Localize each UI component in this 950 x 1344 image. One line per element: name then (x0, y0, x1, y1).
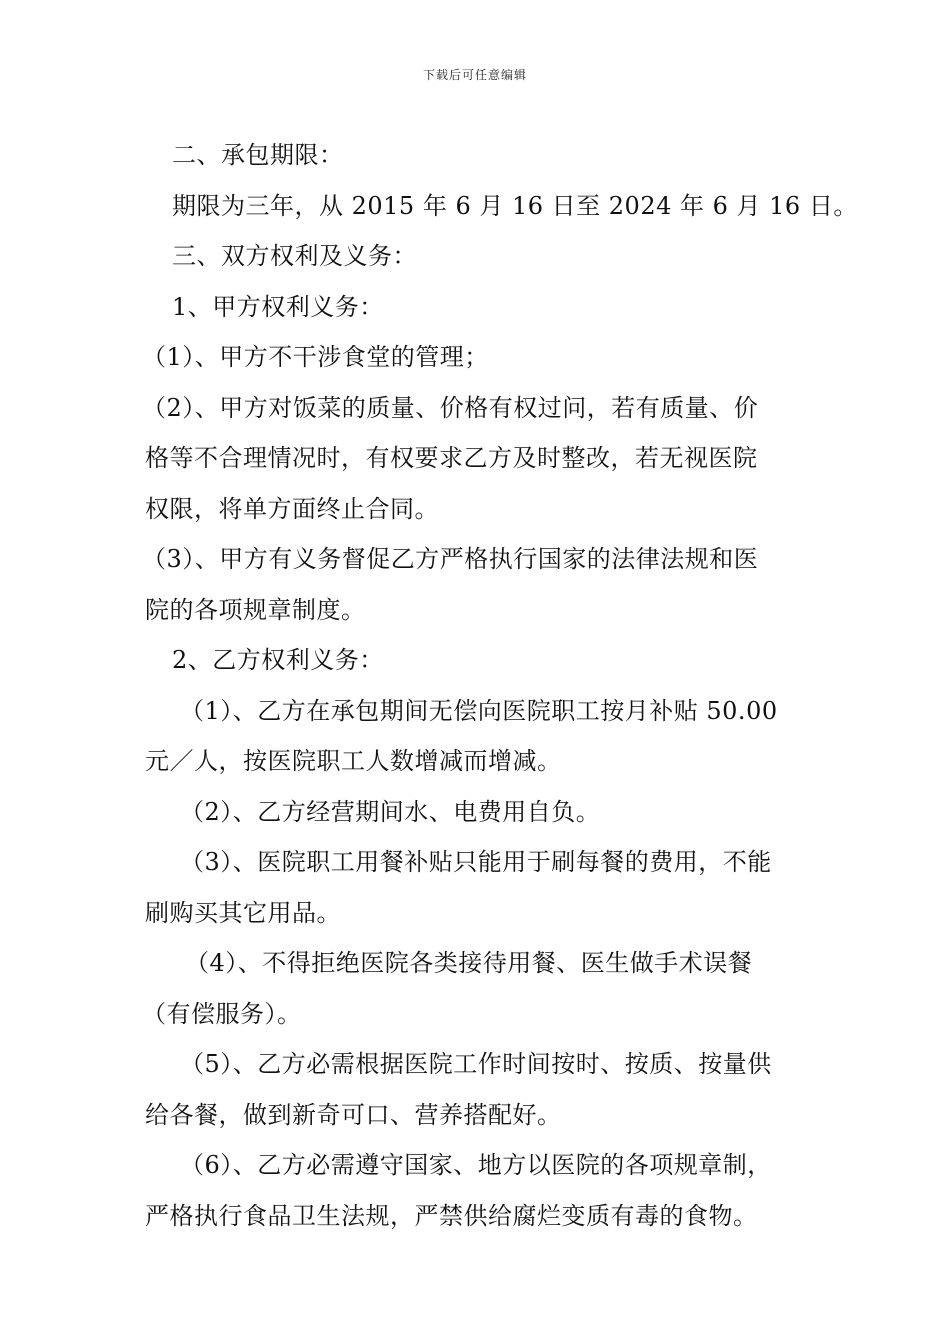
section-heading-term: 二、承包期限： (172, 141, 344, 169)
clause-a-3-line-1: （3）、甲方有义务督促乙方严格执行国家的法律法规和医 (142, 545, 759, 573)
clause-a-2-line-1: （2）、甲方对饭菜的质量、价格有权过问，若有质量、价 (142, 393, 759, 422)
clause-a-2-line-3: 权限，将单方面终止合同。 (145, 494, 439, 523)
subheading-party-a: 1、甲方权利义务： (172, 292, 384, 321)
section-heading-rights: 三、双方权利及义务： (172, 242, 417, 270)
paragraph-term-period: 期限为三年，从 2015 年 6 月 16 日至 2024 年 6 月 16 日。 (172, 191, 858, 220)
page-header: 下载后可任意编辑 (422, 68, 527, 82)
clause-b-6-line-2: 严格执行食品卫生法规，严禁供给腐烂变质有毒的食物。 (145, 1201, 758, 1230)
clause-b-6-line-1: （6）、乙方必需遵守国家、地方以医院的各项规章制， (180, 1151, 772, 1179)
clause-b-1-line-1: （1）、乙方在承包期间无偿向医院职工按月补贴 50.00 (180, 696, 778, 725)
clause-b-4-line-2: （有偿服务）。 (142, 999, 302, 1028)
clause-b-4-line-1: （4）、不得拒绝医院各类接待用餐、医生做手术误餐 (185, 949, 753, 977)
subheading-party-b: 2、乙方权利义务： (172, 646, 384, 674)
clause-b-5-line-1: （5）、乙方必需根据医院工作时间按时、按质、按量供 (180, 1050, 772, 1078)
clause-b-3-line-1: （3）、医院职工用餐补贴只能用于刷每餐的费用，不能 (180, 848, 772, 876)
clause-a-2-line-2: 格等不合理情况时，有权要求乙方及时整改，若无视医院 (145, 444, 758, 472)
clause-a-1: （1）、甲方不干涉食堂的管理； (142, 343, 489, 371)
clause-b-2: （2）、乙方经营期间水、电费用自负。 (180, 797, 601, 826)
clause-a-3-line-2: 院的各项规章制度。 (145, 595, 366, 624)
clause-b-5-line-2: 给各餐，做到新奇可口、营养搭配好。 (145, 1100, 562, 1129)
document-body (142, 130, 858, 1241)
clause-b-3-line-2: 刷购买其它用品。 (145, 898, 341, 927)
clause-b-1-line-2: 元／人，按医院职工人数增减而增减。 (145, 747, 562, 775)
